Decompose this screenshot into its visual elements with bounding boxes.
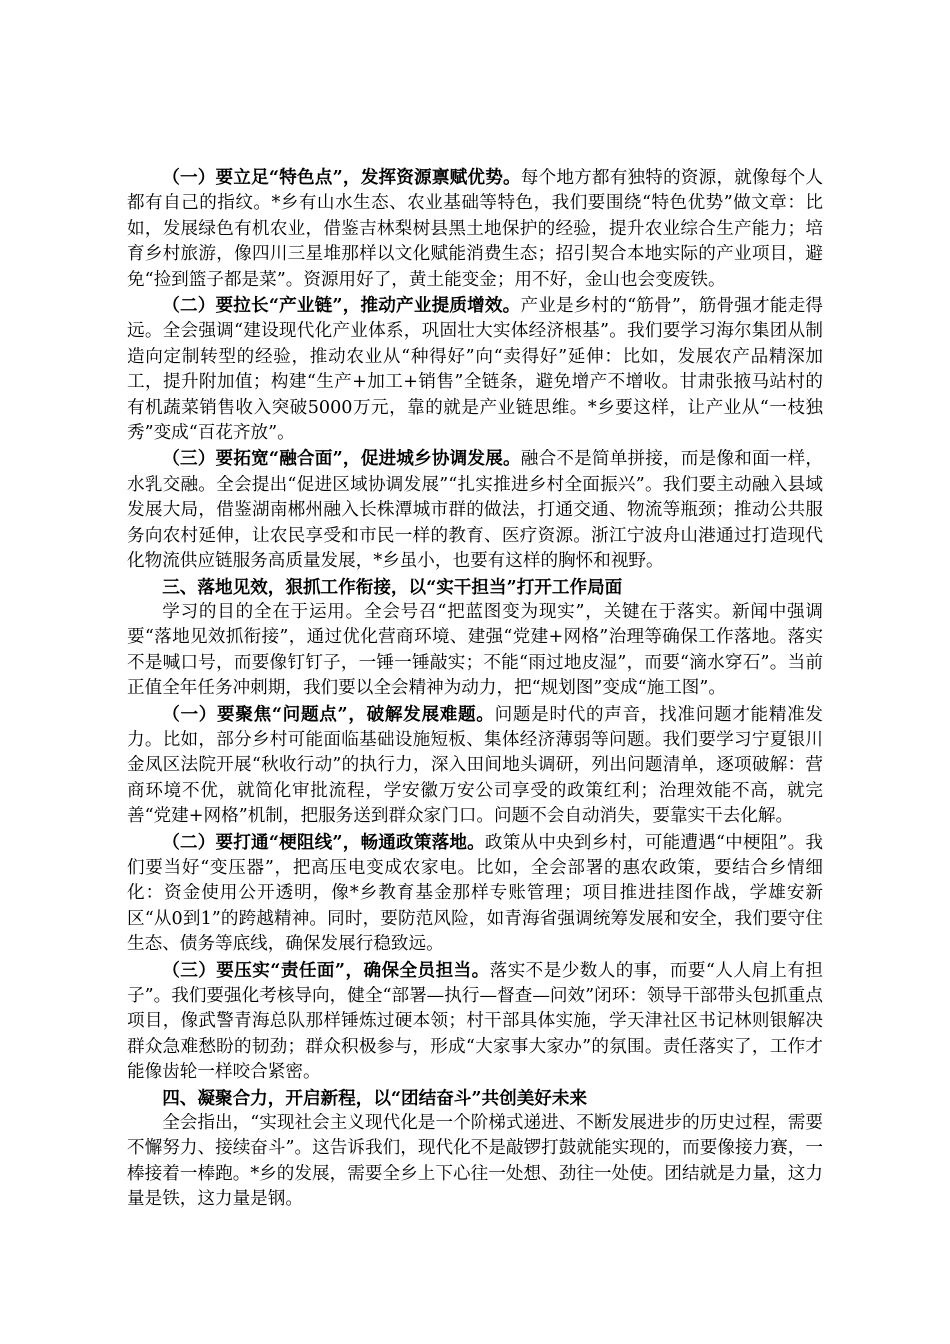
paragraph-text: 每个地方都有独特的资源，就像每个人都有自己的指纹。*乡有山水生态、农业基础等特色，我们要围绕“特色优势”做文章：比如，发展绿色有机农业，借鉴吉林梨树县黑土地保护的经验，提升农业综合生产能力；培育乡村旅游，像四川三星堆那样以文化赋能消费生态；招引契合本地实际的产业项目，避免“捡到篮子都是菜”。资源用好了，黄土能变金；用不好，金山也会变废铁。	[127, 168, 823, 290]
paragraph-problem-points	[127, 702, 823, 830]
paragraph-section-3-intro	[127, 600, 823, 702]
paragraph-lead: （三）要拓宽“融合面”，促进城乡协调发展。	[162, 448, 521, 470]
section-heading-3: 三、落地见效，狠抓工作衔接，以“实干担当”打开工作局面	[162, 576, 623, 598]
paragraph-lead: （三）要压实“责任面”，确保全员担当。	[162, 959, 490, 981]
paragraph-policy-blockage	[127, 830, 823, 958]
paragraph-industry-chain	[127, 293, 823, 446]
paragraph-lead: （一）要聚焦“问题点”，破解发展难题。	[162, 703, 495, 725]
paragraph-lead: （二）要打通“梗阻线”，畅通政策落地。	[162, 831, 485, 853]
paragraph-urban-rural-integration	[127, 446, 823, 574]
paragraph-text: 落实不是少数人的事，而要“人人肩上有担子”。我们要强化考核导向，健全“部署—执行—督查—问效”闭环：领导干部带头包抓重点项目，像武警青海总队那样锤炼过硬本领；村干部具体实施，学天津社区书记林则银解决群众急难愁盼的韧劲；群众积极参与，形成“大家事大家办”的氛围。责任落实了，工作才能像齿轮一样咬合紧密。	[127, 960, 824, 1083]
paragraph-lead: （一）要立足“特色点”，发挥资源禀赋优势。	[162, 167, 521, 188]
paragraph-text: 学习的目的全在于运用。全会号召“把蓝图变为现实”，关键在于落实。新闻中强调要“落地见效抓衔接”，通过优化营商环境、建强“党建+网格”治理等确保工作落地。落实不是喊口号，而要像钉钉子，一锤一锤敲实；不能“雨过地皮湿”，而要“滴水穿石”。当前正值全年任务冲刺期，我们要以全会精神为动力，把“规划图”变成“施工图”。	[127, 601, 823, 699]
paragraph-section-4-intro	[127, 1111, 823, 1213]
paragraph-text: 政策从中央到乡村，可能遭遇“中梗阻”。我们要当好“变压器”，把高压电变成农家电。比如，全会部署的惠农政策，要结合乡情细化：资金使用公开透明，像*乡教育基金那样专账管理；项目推进挂图作战，学雄安新区“从0到1”的跨越精神。同时，要防范风险，如青海省强调统筹发展和安全，我们要守住生态、债务等底线，确保发展行稳致远。	[127, 832, 823, 955]
paragraph-text: 问题是时代的声音，找准问题才能精准发力。比如，部分乡村可能面临基础设施短板、集体经济薄弱等问题。我们要学习宁夏银川金凤区法院开展“秋收行动”的执行力，深入田间地头调研，列出问题清单，逐项破解：营商环境不优，就简化审批流程，学安徽万安公司享受的政策红利；治理效能不高，就完善“党建+网格”机制，把服务送到群众家门口。问题不会自动消失，要靠实干去化解。	[127, 704, 823, 827]
paragraph-specialty-advantage	[127, 165, 823, 293]
paragraph-text: 产业是乡村的“筋骨”，筋骨强才能走得远。全会强调“建设现代化产业体系，巩固壮大实体经济根基”。我们要学习海尔集团从制造向定制转型的经验，推动农业从“种得好”向“卖得好”延伸：比如，发展农产品精深加工，提升附加值；构建“生产+加工+销售”全链条，避免增产不增收。甘肃张掖马站村的有机蔬菜销售收入突破5000万元，靠的就是产业链思维。*乡要这样，让产业从“一枝独秀”变成“百花齐放”。	[127, 296, 823, 444]
paragraph-responsibility	[127, 958, 823, 1086]
paragraph-lead: （二）要拉长“产业链”，推动产业提质增效。	[162, 295, 521, 317]
document-body	[127, 165, 823, 1213]
section-heading-4: 四、凝聚合力，开启新程，以“团结奋斗”共创美好未来	[162, 1087, 588, 1109]
paragraph-text: 融合不是简单拼接，而是像和面一样，水乳交融。全会提出“促进区域协调发展”“扎实推进乡村全面振兴”。我们要主动融入县域发展大局，借鉴湖南郴州融入长株潭城市群的做法，打通交通、物流等瓶颈；推动公共服务向农村延伸，让农民享受和市民一样的教育、医疗资源。浙江宁波舟山港通过打造现代化物流供应链服务高质量发展，*乡虽小，也要有这样的胸怀和视野。	[127, 449, 823, 572]
paragraph-text: 全会指出，“实现社会主义现代化是一个阶梯式递进、不断发展进步的历史过程，需要不懈努力、接续奋斗”。这告诉我们，现代化不是敲锣打鼓就能实现的，而要像接力赛，一棒接着一棒跑。*乡的发展，需要全乡上下心往一处想、劲往一处使。团结就是力量，这力量是铁，这力量是钢。	[127, 1113, 823, 1210]
